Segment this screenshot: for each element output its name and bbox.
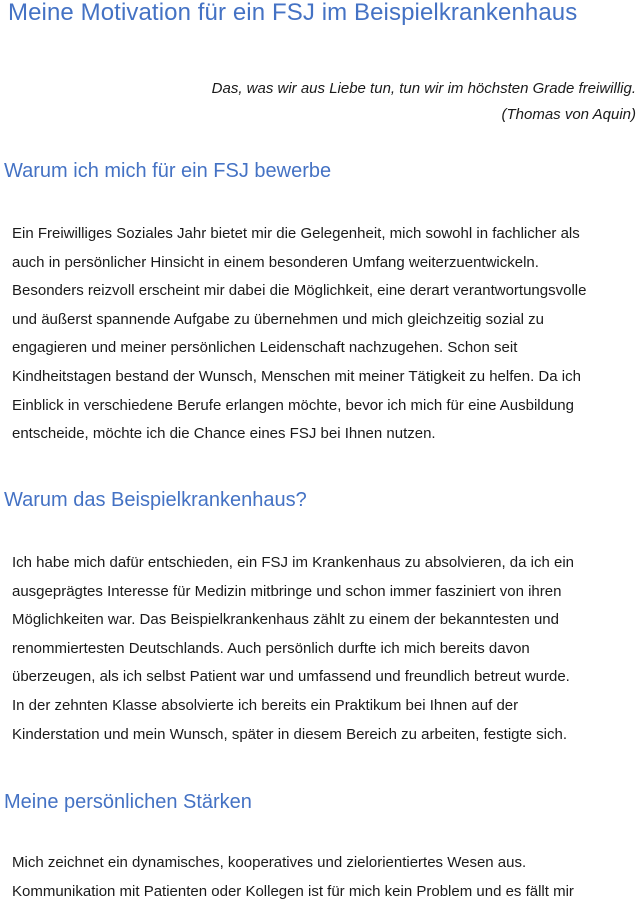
section-paragraph-why-hospital bbox=[12, 549, 574, 749]
quote-text: Das, was wir aus Liebe tun, tun wir im höchsten Grade freiwillig. bbox=[211, 80, 636, 97]
paragraph-line: ausgeprägtes Interesse für Medizin mitbringe und schon immer fasziniert von ihren bbox=[12, 582, 562, 600]
paragraph-line: Mich zeichnet ein dynamisches, kooperatives und zielorientiertes Wesen aus. bbox=[12, 854, 527, 871]
epigraph-quote bbox=[212, 76, 636, 128]
paragraph-line: In der zehnten Klasse absolvierte ich bereits ein Praktikum bei Ihnen auf der bbox=[12, 696, 519, 714]
paragraph-line: Kindheitstagen bestand der Wunsch, Menschen mit meiner Tätigkeit zu helfen. Da ich bbox=[12, 367, 581, 385]
section-heading-why-hospital: Warum das Beispielkrankenhaus? bbox=[4, 489, 307, 511]
paragraph-line: renommiertesten Deutschlands. Auch persönlich durfte ich mich bereits davon bbox=[12, 639, 530, 657]
paragraph-line: engagieren und meiner persönlichen Leidenschaft nachzugehen. Schon seit bbox=[12, 339, 518, 357]
paragraph-line: auch in persönlicher Hinsicht in einem besonderen Umfang weiterzuentwickeln. bbox=[12, 253, 539, 271]
section-heading-strengths: Meine persönlichen Stärken bbox=[4, 791, 252, 813]
paragraph-line: Besonders reizvoll erscheint mir dabei die Möglichkeit, eine derart verantwortungsvolle bbox=[12, 282, 587, 300]
paragraph-line: Ein Freiwilliges Soziales Jahr bietet mir die Gelegenheit, mich sowohl in fachlicher als bbox=[12, 225, 580, 242]
section-heading-why-fsj: Warum ich mich für ein FSJ bewerbe bbox=[4, 160, 332, 182]
paragraph-line: Ich habe mich dafür entschieden, ein FSJ im Krankenhaus zu absolvieren, da ich ein bbox=[12, 554, 574, 571]
paragraph-line: Kinderstation und mein Wunsch, später in diesem Bereich zu arbeiten, festigte sich. bbox=[12, 725, 568, 743]
paragraph-line: Kommunikation mit Patienten oder Kollegen ist für mich kein Problem und es fällt mir bbox=[12, 882, 574, 900]
paragraph-line: Möglichkeiten war. Das Beispielkrankenhaus zählt zu einem der bekanntesten und bbox=[12, 611, 559, 629]
document-title: Meine Motivation für ein FSJ im Beispielkrankenhaus bbox=[8, 0, 578, 26]
quote-author: (Thomas von Aquin) bbox=[501, 106, 636, 123]
section-paragraph-why-fsj bbox=[12, 220, 586, 449]
paragraph-line: Einblick in verschiedene Berufe erlangen möchte, bevor ich mich für eine Ausbildung bbox=[12, 396, 574, 414]
paragraph-line: und äußerst spannende Aufgabe zu übernehmen und mich gleichzeitig sozial zu bbox=[12, 310, 545, 328]
paragraph-line: entscheide, möchte ich die Chance eines FSJ bei Ihnen nutzen. bbox=[12, 425, 436, 443]
paragraph-line: überzeugen, als ich selbst Patient war und umfassend und freundlich betreut wurde. bbox=[12, 668, 570, 686]
section-paragraph-strengths bbox=[12, 849, 574, 904]
